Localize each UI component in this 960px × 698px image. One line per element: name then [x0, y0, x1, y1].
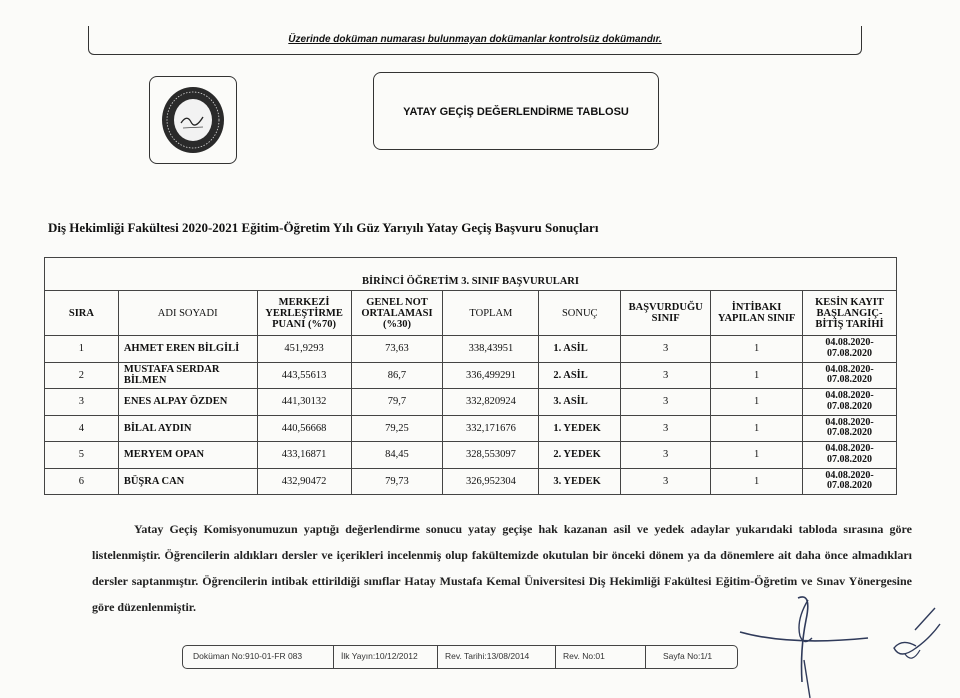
university-seal-icon: [161, 86, 225, 154]
row-applied-class: 3: [621, 468, 711, 495]
header-total: TOPLAM: [443, 291, 539, 336]
header-gpa: GENEL NOT ORTALAMASI (%30): [351, 291, 443, 336]
row-registration-dates: 04.08.2020-07.08.2020: [803, 468, 897, 495]
row-total: 328,553097: [443, 442, 539, 469]
header-applied-class: BAŞVURDUĞU SINIF: [621, 291, 711, 336]
row-number: 1: [45, 336, 119, 363]
table-row: [45, 362, 897, 389]
row-adapted-class: 1: [711, 362, 803, 389]
row-applied-class: 3: [621, 362, 711, 389]
row-adapted-class: 1: [711, 468, 803, 495]
handwritten-signature: [730, 590, 960, 698]
row-score: 441,30132: [257, 389, 351, 416]
table-header-row: [45, 291, 897, 336]
row-name: MUSTAFA SERDAR BİLMEN: [118, 362, 257, 389]
row-gpa: 79,7: [351, 389, 443, 416]
footer-divider: [645, 646, 646, 668]
title-box: [373, 72, 659, 150]
header-name: ADI SOYADI: [118, 291, 257, 336]
row-name: ENES ALPAY ÖZDEN: [118, 389, 257, 416]
footer-page: Sayfa No:1/1: [663, 651, 713, 661]
row-total: 332,171676: [443, 415, 539, 442]
row-number: 4: [45, 415, 119, 442]
row-total: 336,499291: [443, 362, 539, 389]
footer-first-issue: İlk Yayın:10/12/2012: [341, 651, 418, 661]
row-result: 3. ASİL: [539, 389, 621, 416]
page-heading: Diş Hekimliği Fakültesi 2020-2021 Eğitim-Öğretim Yılı Güz Yarıyılı Yatay Geçiş Başvuru Sonuçları: [48, 220, 599, 235]
footer-doc-no: Doküman No:910-01-FR 083: [193, 651, 303, 661]
footer-rev-date: Rev. Tarihi:13/08/2014: [445, 651, 530, 661]
row-result: 1. ASİL: [539, 336, 621, 363]
row-applied-class: 3: [621, 389, 711, 416]
row-gpa: 84,45: [351, 442, 443, 469]
row-result: 2. YEDEK: [539, 442, 621, 469]
row-applied-class: 3: [621, 415, 711, 442]
row-name: AHMET EREN BİLGİLİ: [118, 336, 257, 363]
row-name: MERYEM OPAN: [118, 442, 257, 469]
row-score: 451,9293: [257, 336, 351, 363]
document-title: YATAY GEÇİŞ DEĞERLENDİRME TABLOSU: [403, 106, 629, 118]
row-score: 433,16871: [257, 442, 351, 469]
row-adapted-class: 1: [711, 442, 803, 469]
row-name: BİLAL AYDIN: [118, 415, 257, 442]
evaluation-paragraph: Yatay Geçiş Komisyonumuzun yaptığı değerlendirme sonucu yatay geçişe hak kazanan asil ve yedek adaylar yukarıdaki tabloda sırasına göre listelenmiştir. Öğrencilerin aldıkları dersler ve içerikleri incelenmiş olup fakültemizde okutulan bir önceki dönem ya da dönemlere ait daha önce almadıkları dersler saptanmıştır. Öğrencilerin intibak ettirildiği sınıflar Hatay Mustafa Kemal Üniversitesi Diş Hekimliği Fakültesi Eğitim-Öğretim ve Sınav Yönergesine göre düzenlenmiştir.: [92, 522, 912, 614]
header-sira: SIRA: [45, 291, 119, 336]
document-footer: [182, 645, 738, 669]
row-registration-dates: 04.08.2020-07.08.2020: [803, 389, 897, 416]
notice-text: Üzerinde doküman numarası bulunmayan dokümanlar kontrolsüz dokümandır.: [288, 34, 662, 45]
row-number: 6: [45, 468, 119, 495]
row-number: 3: [45, 389, 119, 416]
row-registration-dates: 04.08.2020-07.08.2020: [803, 362, 897, 389]
header-score: MERKEZİ YERLEŞTİRME PUANI (%70): [257, 291, 351, 336]
table-row: [45, 336, 897, 363]
row-score: 432,90472: [257, 468, 351, 495]
row-score: 440,56668: [257, 415, 351, 442]
table-row: [45, 415, 897, 442]
header-result: SONUÇ: [539, 291, 621, 336]
footer-divider: [555, 646, 556, 668]
row-applied-class: 3: [621, 442, 711, 469]
results-table: [44, 257, 897, 495]
row-number: 5: [45, 442, 119, 469]
row-score: 443,55613: [257, 362, 351, 389]
row-adapted-class: 1: [711, 415, 803, 442]
row-gpa: 73,63: [351, 336, 443, 363]
row-result: 2. ASİL: [539, 362, 621, 389]
uncontrolled-document-notice: [88, 26, 862, 55]
footer-divider: [437, 646, 438, 668]
row-result: 3. YEDEK: [539, 468, 621, 495]
table-group-row: [45, 258, 897, 291]
row-registration-dates: 04.08.2020-07.08.2020: [803, 415, 897, 442]
row-gpa: 86,7: [351, 362, 443, 389]
row-number: 2: [45, 362, 119, 389]
row-registration-dates: 04.08.2020-07.08.2020: [803, 336, 897, 363]
row-name: BÜŞRA CAN: [118, 468, 257, 495]
row-adapted-class: 1: [711, 389, 803, 416]
row-gpa: 79,73: [351, 468, 443, 495]
table-row: [45, 442, 897, 469]
table-row: [45, 389, 897, 416]
header-adapted-class: İNTİBAKI YAPILAN SINIF: [711, 291, 803, 336]
row-total: 326,952304: [443, 468, 539, 495]
footer-divider: [333, 646, 334, 668]
group-title: BİRİNCİ ÖĞRETİM 3. SINIF BAŞVURULARI: [45, 258, 897, 291]
row-total: 332,820924: [443, 389, 539, 416]
table-row: [45, 468, 897, 495]
row-applied-class: 3: [621, 336, 711, 363]
row-adapted-class: 1: [711, 336, 803, 363]
footer-rev-no: Rev. No:01: [563, 651, 605, 661]
header-registration-dates: KESİN KAYIT BAŞLANGIÇ-BİTİŞ TARİHİ: [803, 291, 897, 336]
row-result: 1. YEDEK: [539, 415, 621, 442]
row-gpa: 79,25: [351, 415, 443, 442]
row-total: 338,43951: [443, 336, 539, 363]
logo-box: [149, 76, 237, 164]
row-registration-dates: 04.08.2020-07.08.2020: [803, 442, 897, 469]
